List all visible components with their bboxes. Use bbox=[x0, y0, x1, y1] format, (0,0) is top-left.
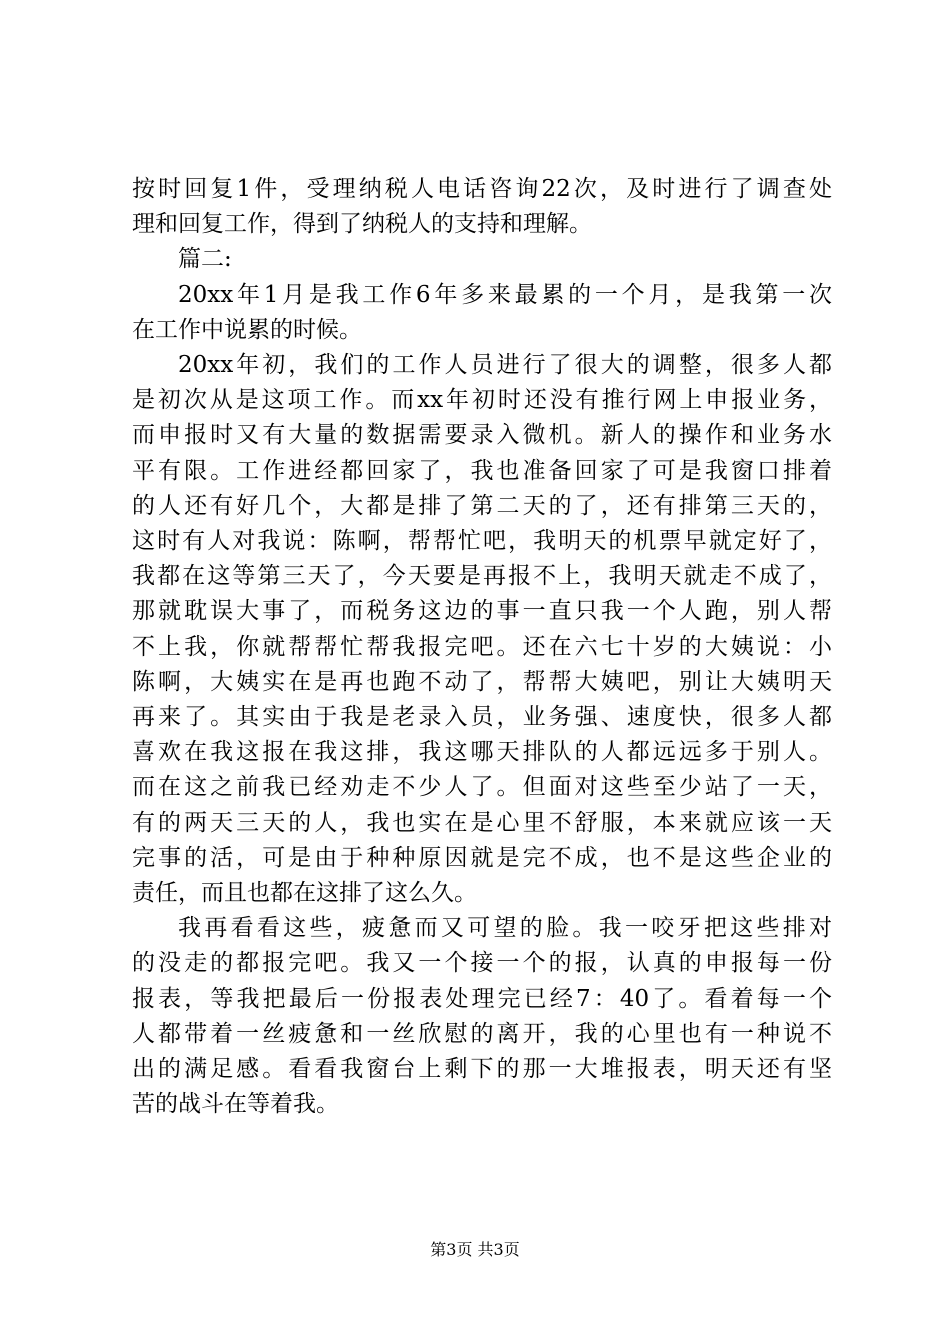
text-line: 喜欢在我这报在我这排，我这哪天排队的人都远远多于别人。 bbox=[132, 739, 832, 766]
text-line: 理和回复工作，得到了纳税人的支持和理解。 bbox=[132, 211, 592, 238]
text-line: 而申报时又有大量的数据需要录入微机。新人的操作和业务水 bbox=[132, 422, 832, 449]
text-line: 我都在这等第三天了，今天要是再报不上，我明天就走不成了， bbox=[132, 563, 832, 590]
text-line: 出的满足感。看看我窗台上剩下的那一大堆报表，明天还有坚 bbox=[132, 1056, 832, 1083]
text-line: 人都带着一丝疲惫和一丝欣慰的离开，我的心里也有一种说不 bbox=[132, 1020, 832, 1047]
text-line: 不上我，你就帮帮忙帮我报完吧。还在六七十岁的大姨说：小 bbox=[132, 633, 832, 660]
text-line: 是初次从是这项工作。而xx年初时还没有推行网上申报业务， bbox=[132, 387, 832, 414]
page-footer: 第3页 共3页 bbox=[430, 1240, 520, 1259]
text-line: 平有限。工作进经都回家了，我也准备回家了可是我窗口排着 bbox=[132, 457, 832, 484]
text-line: 20xx年初，我们的工作人员进行了很大的调整，很多人都 bbox=[178, 352, 832, 379]
text-line: 陈啊，大姨实在是再也跑不动了，帮帮大姨吧，别让大姨明天 bbox=[132, 668, 832, 695]
text-line: 完事的活，可是由于种种原因就是完不成，也不是这些企业的 bbox=[132, 844, 832, 871]
text-line: 报表，等我把最后一份报表处理完已经7：40了。看着每一个 bbox=[132, 985, 832, 1012]
text-line: 这时有人对我说：陈啊，帮帮忙吧，我明天的机票早就定好了， bbox=[132, 528, 832, 555]
body-text bbox=[132, 172, 832, 1122]
text-line: 按时回复1件，受理纳税人电话咨询22次，及时进行了调查处 bbox=[132, 176, 832, 202]
text-line: 而在这之前我已经劝走不少人了。但面对这些至少站了一天， bbox=[132, 774, 832, 801]
text-line: 20xx年1月是我工作6年多来最累的一个月，是我第一次 bbox=[178, 281, 832, 308]
text-line: 我再看看这些，疲惫而又可望的脸。我一咬牙把这些排对 bbox=[178, 915, 832, 942]
text-line: 责任，而且也都在这排了这么久。 bbox=[132, 880, 477, 907]
text-line: 再来了。其实由于我是老录入员，业务强、速度快，很多人都 bbox=[132, 704, 832, 731]
text-line: 的没走的都报完吧。我又一个接一个的报，认真的申报每一份 bbox=[132, 950, 832, 977]
text-line: 篇二: bbox=[178, 246, 232, 273]
text-line: 那就耽误大事了，而税务这边的事一直只我一个人跑，别人帮 bbox=[132, 598, 832, 625]
text-line: 有的两天三天的人，我也实在是心里不舒服，本来就应该一天 bbox=[132, 809, 832, 836]
text-line: 在工作中说累的时候。 bbox=[132, 316, 362, 343]
text-line: 的人还有好几个，大都是排了第二天的了，还有排第三天的， bbox=[132, 492, 832, 519]
text-line: 苦的战斗在等着我。 bbox=[132, 1091, 339, 1118]
